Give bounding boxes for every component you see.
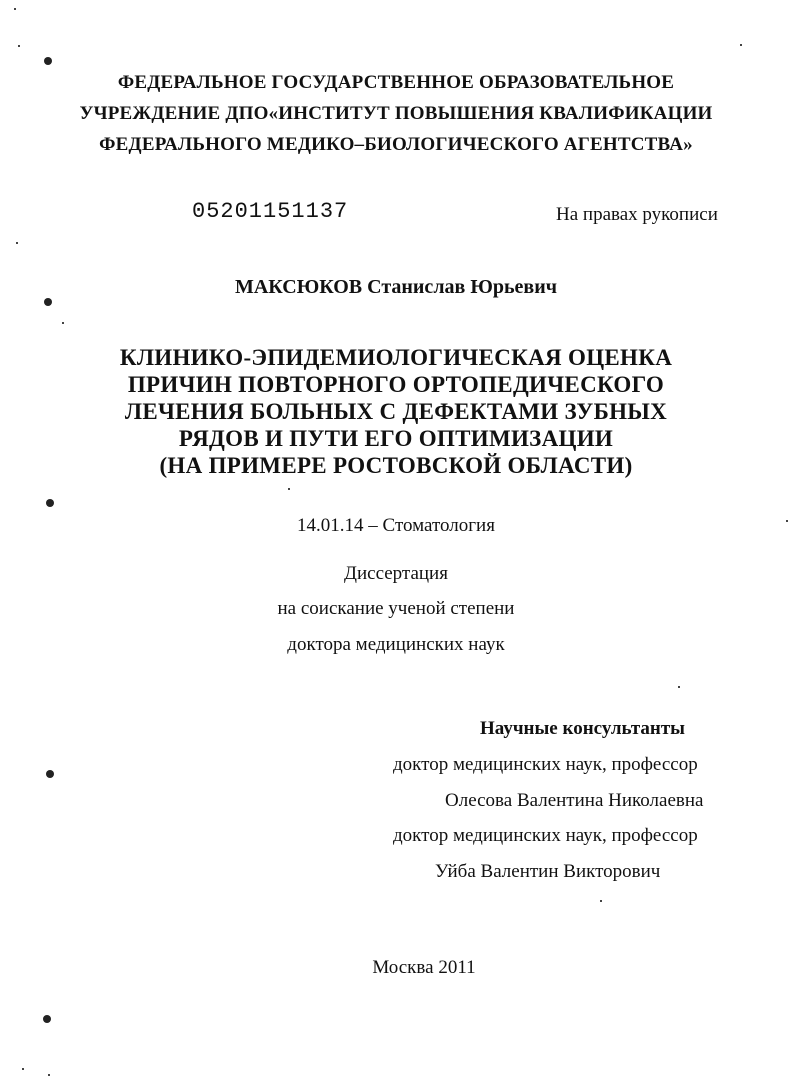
consultant-1-name: Олесова Валентина Николаевна [445, 790, 704, 811]
scan-punch-mark [46, 499, 54, 507]
consultant-2-name: Уйба Валентин Викторович [435, 861, 661, 882]
specialty-code: 14.01.14 – Стоматология [297, 515, 495, 536]
scan-punch-mark [44, 57, 52, 65]
title-line-4: РЯДОВ И ПУТИ ЕГО ОПТИМИЗАЦИИ [178, 426, 614, 451]
city-year: Москва 2011 [372, 957, 476, 978]
title-line-5: (НА ПРИМЕРЕ РОСТОВСКОЙ ОБЛАСТИ) [159, 453, 633, 478]
scan-speck [678, 686, 680, 688]
manuscript-note: На правах рукописи [556, 204, 718, 225]
author-name: МАКСЮКОВ Станислав Юрьевич [234, 276, 558, 298]
scan-punch-mark [44, 298, 52, 306]
scan-speck [18, 45, 20, 47]
scan-speck [14, 8, 16, 10]
scan-speck [16, 242, 18, 244]
title-line-1: КЛИНИКО-ЭПИДЕМИОЛОГИЧЕСКАЯ ОЦЕНКА [119, 345, 673, 370]
scan-punch-mark [43, 1015, 51, 1023]
degree-line-1: Диссертация [344, 563, 448, 584]
title-line-2: ПРИЧИН ПОВТОРНОГО ОРТОПЕДИЧЕСКОГО [127, 372, 665, 397]
scan-speck [48, 1074, 50, 1076]
registration-stamp-number: 05201151137 [192, 199, 349, 224]
scan-speck [22, 1068, 24, 1070]
scan-punch-mark [46, 770, 54, 778]
consultant-2-title: доктор медицинских наук, профессор [393, 825, 698, 846]
consultant-1-title: доктор медицинских наук, профессор [393, 754, 698, 775]
scan-speck [740, 44, 742, 46]
institution-line-1: ФЕДЕРАЛЬНОЕ ГОСУДАРСТВЕННОЕ ОБРАЗОВАТЕЛЬНОЕ [117, 72, 675, 93]
scan-speck [62, 322, 64, 324]
title-line-3: ЛЕЧЕНИЯ БОЛЬНЫХ С ДЕФЕКТАМИ ЗУБНЫХ [124, 399, 668, 424]
consultants-heading: Научные консультанты [480, 718, 686, 739]
scan-speck [288, 488, 290, 490]
institution-line-3: ФЕДЕРАЛЬНОГО МЕДИКО–БИОЛОГИЧЕСКОГО АГЕНТСТВА» [99, 134, 693, 155]
degree-line-2: на соискание ученой степени [277, 598, 515, 619]
institution-line-2: УЧРЕЖДЕНИЕ ДПО«ИНСТИТУТ ПОВЫШЕНИЯ КВАЛИФИКАЦИИ [79, 103, 713, 124]
scan-speck [600, 900, 602, 902]
degree-line-3: доктора медицинских наук [287, 634, 505, 655]
